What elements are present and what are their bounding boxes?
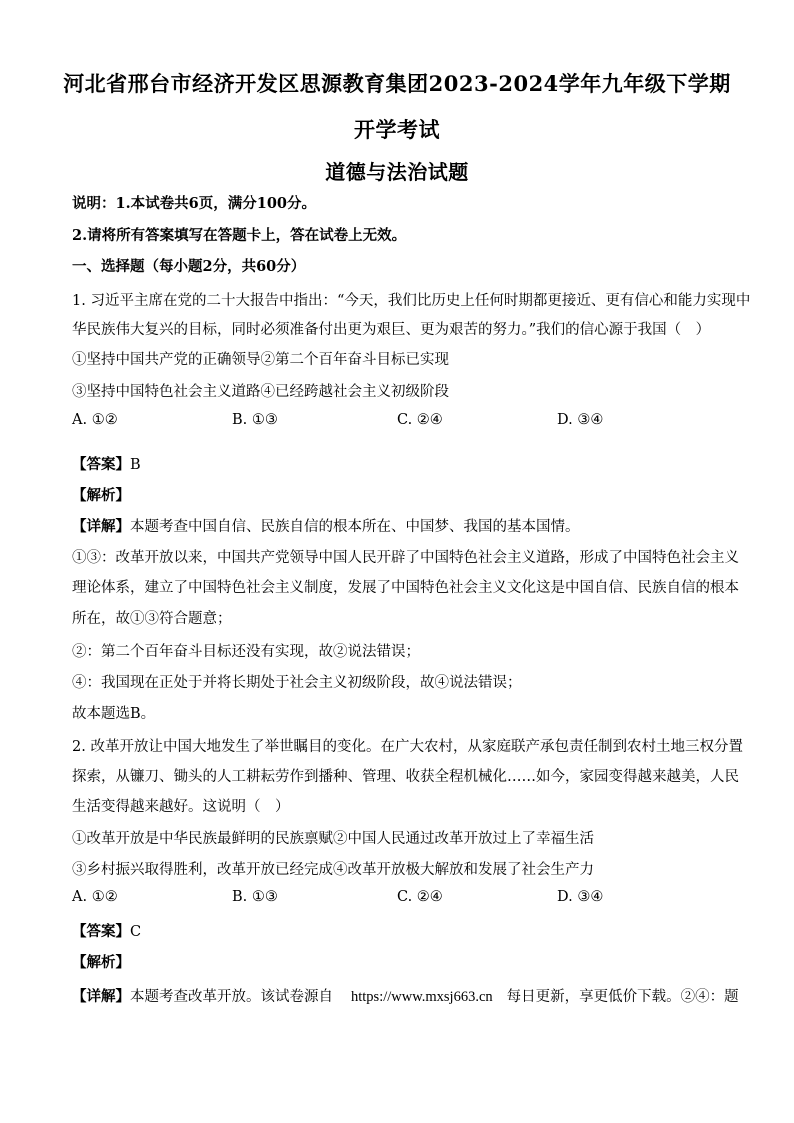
q1-detail-line6: ④：我国现在正处于并将长期处于社会主义初级阶段，故④说法错误； [72,675,522,691]
q1-choice-c: C. ②④ [397,412,443,428]
answer-value: C [130,924,142,940]
q2-options-line1: ①改革开放是中华民族最鲜明的民族禀赋②中国人民通过改革开放过上了幸福生活 [72,831,594,847]
q1-detail-line1 [72,515,580,536]
q1-choice-a: A. ①② [72,412,118,428]
detail-tag: 【详解】 [72,988,130,1005]
q2-options-line2: ③乡村振兴取得胜利，改革开放已经完成④改革开放极大解放和发展了社会生产力 [72,862,594,878]
q1-analysis-tag: 【解析】 [72,487,130,504]
q2-choice-d: D. ③④ [557,889,604,905]
q1-answer [72,453,141,474]
detail-tail: 每日更新，享更低价下载。②④：题 [506,989,739,1005]
q1-detail-line2: ①③：改革开放以来，中国共产党领导中国人民开辟了中国特色社会主义道路，形成了中国特色社会主义 [72,550,739,566]
q1-stem-line2: 华民族伟大复兴的目标，同时必须准备付出更为艰巨、更为艰苦的努力。”我们的信心源于我国（ ） [72,322,711,338]
exam-subject: 道德与法治试题 [325,160,469,184]
instruction-1: 说明：1.本试卷共6页，满分100分。 [72,195,316,212]
answer-tag: 【答案】 [72,456,130,473]
q2-answer [72,920,141,941]
exam-title-line2: 开学考试 [354,117,440,142]
q2-choice-a: A. ①② [72,889,118,905]
detail-tag: 【详解】 [72,518,130,535]
q2-choice-b: B. ①③ [232,889,278,905]
detail-text: 本题考查中国自信、民族自信的根本所在、中国梦、我国的基本国情。 [130,519,580,535]
q2-stem-line1: 2. 改革开放让中国大地发生了举世瞩目的变化。在广大农村，从家庭联产承包责任制到农村土地三权分置 [72,739,743,755]
q2-analysis-tag: 【解析】 [72,954,130,971]
detail-text: 本题考查改革开放。该试卷源自 [130,989,333,1005]
q1-stem-line1: 1. 习近平主席在党的二十大报告中指出：“今天，我们比历史上任何时期都更接近、更有信心和能力实现中 [72,293,751,309]
q1-detail-line5: ②：第二个百年奋斗目标还没有实现，故②说法错误； [72,644,420,660]
instruction-2: 2.请将所有答案填写在答题卡上，答在试卷上无效。 [72,227,407,244]
exam-title-line1: 河北省邢台市经济开发区思源教育集团2023-2024学年九年级下学期 [63,71,731,96]
q1-choice-d: D. ③④ [557,412,604,428]
q1-options-line1: ①坚持中国共产党的正确领导②第二个百年奋斗目标已实现 [72,352,449,368]
source-url-link[interactable]: https://www.mxsj663.cn [351,989,493,1005]
answer-value: B [130,457,141,473]
q2-stem-line2: 探索，从镰刀、锄头的人工耕耘劳作到播种、管理、收获全程机械化……如今，家园变得越来越美，人民 [72,769,739,785]
q1-detail-line7: 故本题选B。 [72,706,156,722]
q1-detail-line4: 所在，故①③符合题意； [72,611,232,627]
q2-choice-c: C. ②④ [397,889,443,905]
q2-detail-line1 [72,985,739,1006]
q1-choice-b: B. ①③ [232,412,278,428]
q1-detail-line3: 理论体系，建立了中国特色社会主义制度，发展了中国特色社会主义文化这是中国自信、民族自信的根本 [72,580,739,596]
q1-options-line2: ③坚持中国特色社会主义道路④已经跨越社会主义初级阶段 [72,384,449,400]
answer-tag: 【答案】 [72,923,130,940]
section-heading: 一、选择题（每小题2分，共60分） [72,258,306,275]
q2-stem-line3: 生活变得越来越好。这说明（ ） [72,799,290,815]
